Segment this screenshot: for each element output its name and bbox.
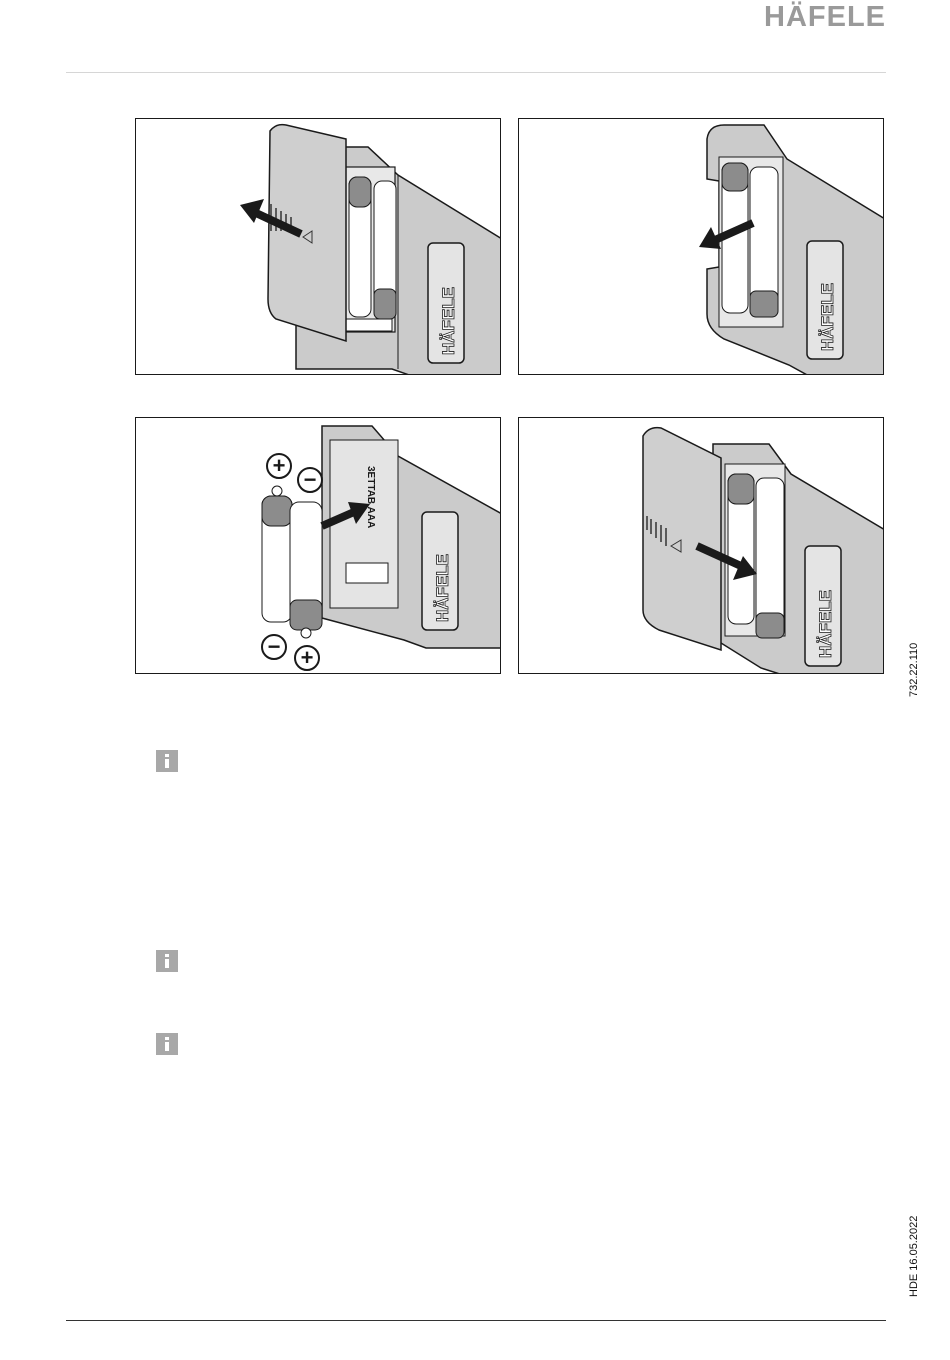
svg-text:HÄFELE: HÄFELE: [764, 1, 886, 33]
svg-text:HÄFELE: HÄFELE: [439, 287, 458, 355]
header-divider: [66, 72, 886, 73]
svg-text:−: −: [303, 467, 317, 492]
info-icon: [156, 1033, 178, 1055]
product-code: 732.22.110: [908, 642, 920, 697]
revision-date: HDE 16.05.2022: [908, 1215, 920, 1297]
footer-divider: [66, 1320, 886, 1321]
svg-text:3ETTAB AAA: 3ETTAB AAA: [365, 466, 376, 529]
info-icon: [156, 950, 178, 972]
svg-text:HÄFELE: HÄFELE: [818, 283, 837, 351]
svg-text:HÄFELE: HÄFELE: [433, 554, 452, 622]
brand-logo: [722, 0, 888, 40]
info-icon: [156, 750, 178, 772]
svg-text:+: +: [272, 453, 286, 478]
figure-step-3: [135, 417, 501, 674]
svg-text:HÄFELE: HÄFELE: [816, 590, 835, 658]
svg-text:−: −: [267, 634, 281, 659]
figure-step-1: [135, 118, 501, 375]
svg-text:+: +: [300, 645, 314, 670]
figure-step-4: [518, 417, 884, 674]
figure-step-2: [518, 118, 884, 375]
